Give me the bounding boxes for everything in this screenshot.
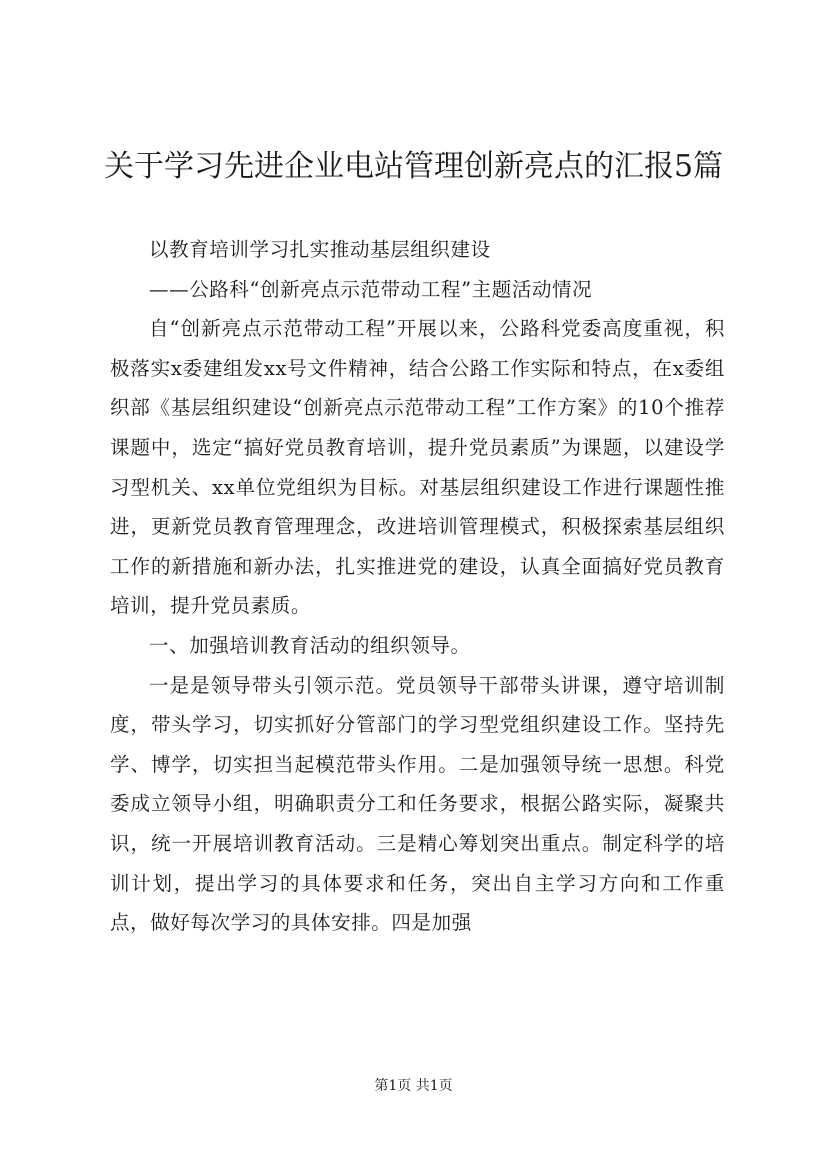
intro-paragraph: 自“创新亮点示范带动工程”开展以来，公路科党委高度重视，积极落实x委建组发xx号文件精神，结合公路工作实际和特点，在x委组织部《基层组织建设“创新亮点示范带动工程”工作方案》的10个推荐课题中，选定“搞好党员教育培训，提升党员素质”为课题，以建设学习型机关、xx单位党组织为目标。对基层组织建设工作进行课题性推进，更新党员教育管理理念，改进培训管理模式，积极探索基层组织工作的新措施和新办法，扎实推进党的建设，认真全面搞好党员教育培训，提升党员素质。 xyxy=(110,317,725,618)
document-title: 关于学习先进企业电站管理创新亮点的汇报5篇 xyxy=(103,149,724,184)
section-body-paragraph: 一是是领导带头引领示范。党员领导干部带头讲课，遵守培训制度，带头学习，切实抓好分管部门的学习型党组织建设工作。坚持先学、博学，切实担当起模范带头作用。二是加强领导统一思想。科党委成立领导小组，明确职责分工和任务要求，根据公路实际，凝聚共识，统一开展培训教育活动。三是精心筹划突出重点。制定科学的培训计划，提出学习的具体要求和任务，突出自主学习方向和工作重点，做好每次学习的具体安排。四是加强 xyxy=(110,673,725,935)
subtitle-dash-paragraph: ——公路科“创新亮点示范带动工程”主题活动情况 xyxy=(149,277,593,301)
document-body xyxy=(110,230,725,943)
subtitle-paragraph: 以教育培训学习扎实推动基层组织建设 xyxy=(149,238,491,261)
page-footer: 第1页 共1页 xyxy=(374,1078,453,1094)
section-heading: 一、加强培训教育活动的组织领导。 xyxy=(149,633,471,657)
